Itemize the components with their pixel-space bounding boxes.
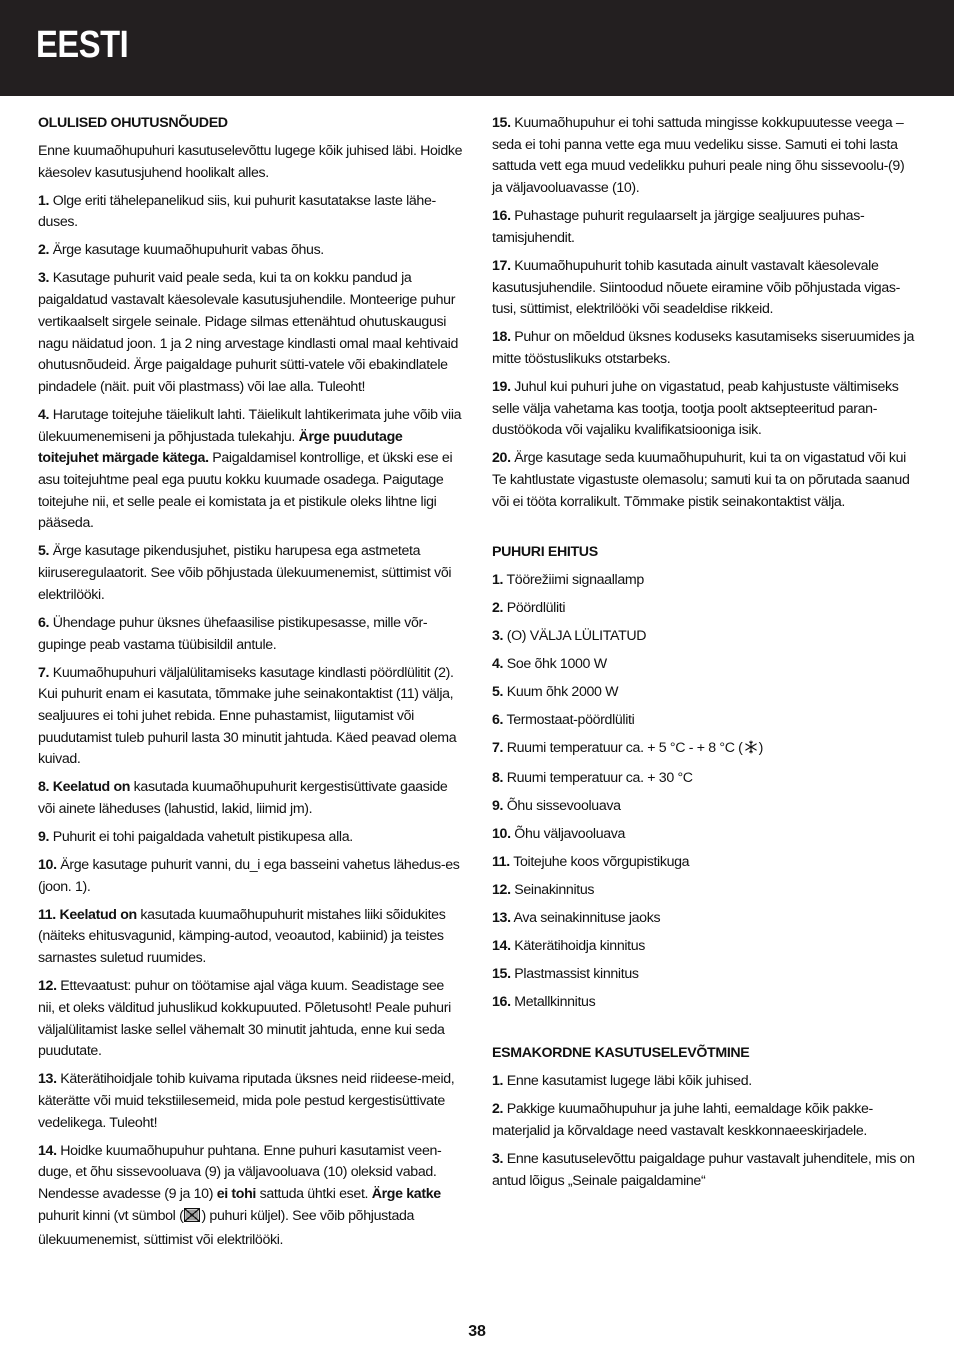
item-text: Ärge kasutage seda kuumaõhupuhurit, kui ta on vigastatud või kui Te kahtlustate vigastuste olemasolu; samuti kui ta on põrutada saanud või ei tööta korralikult. Tõmmake pistik seinakontaktist välja.: [492, 450, 910, 510]
construction-heading: PUHURI EHITUS: [492, 544, 598, 561]
safety-item: [38, 240, 463, 262]
item-number: 15.: [492, 966, 511, 983]
list-item: [492, 654, 917, 676]
item-text: Käterätihoidja kinnitus: [514, 938, 646, 955]
safety-item: [38, 613, 463, 656]
item-number: 6.: [38, 614, 50, 631]
item-text: Pöördlüliti: [506, 600, 566, 617]
item-text: (O) VÄLJA LÜLITATUD: [506, 628, 647, 645]
item-text: Harutage toitejuhe täielikult lahti. Täielikult lahtikerimata juhe võib viia ülekuumenemiseni ja põhjustada tulekahju.: [38, 406, 462, 445]
safety-item: [38, 827, 463, 849]
item-text: Juhul kui puhuri juhe on vigastatud, peab kahjustuste vältimiseks selle välja vahetama kas tootja, tootja poolt aktsepteeritud paran-dustöökoda või vajaliku kvalifikatsiooniga isik.: [492, 378, 899, 439]
item-text: Ühendage puhur üksnes ühefaasilise pistikupesasse, mille võr-gupinge peab vastama tüübisildil antule.: [38, 614, 428, 653]
item-number: 2.: [492, 600, 504, 617]
first-use-heading: ESMAKORDNE KASUTUSELEVÕTMINE: [492, 1045, 750, 1062]
item-text: Pakkige kuumaõhupuhur ja juhe lahti, eemaldage kõik pakke-materjalid ja kõrvaldage need vastavalt keskkonnaeeskirjadele.: [492, 1101, 873, 1139]
item-text: Plastmassist kinnitus: [514, 966, 639, 983]
snowflake-icon: [744, 740, 758, 762]
item-number: 8.: [38, 779, 50, 796]
item-text: Kasutage puhurit vaid peale seda, kui ta on kokku pandud ja paigaldatud vastavalt käesolevale kasutusjuhendile. Monteerige puhur vertikaalselt sirgele seinale. Pidage silmas ettenähtud ohutuskaugusi nagu näidatud joon. 1 ja 2 ning arvestage kindlasti omal maal kehtivaid ohutusnõudeid. Ärge paigaldage puhurit sütti-vatele või ebakindlatele pindadele (näit. puit või plastmass) või lae alla. Tuleoht!: [38, 270, 458, 395]
item-text: Soe õhk 1000 W: [506, 656, 607, 673]
item-text: ) puhuri küljel). See võib põhjustada ülekuumenemist, süttimist või elektrilööki.: [38, 1207, 415, 1248]
list-item: [492, 626, 917, 648]
list-item: [492, 936, 917, 958]
item-text: Termostaat-pöördlüliti: [506, 712, 635, 729]
item-text: Ettevaatust: puhur on töötamise ajal väga kuum. Seadistage see nii, et oleks välditud juhuslikud kokkupuuted. Põletusoht! Peale puhuri väljalülitamist laske sellel vähemalt 30 minutit jahtuda, enne kui seda puudutate.: [38, 978, 451, 1060]
item-number: 18.: [492, 329, 511, 346]
list-item: [492, 992, 917, 1014]
item-text: Puhurit ei tohi paigaldada vahetult pistikupesa alla.: [52, 829, 353, 846]
item-text: Toitejuhe koos võrgupistikuga: [513, 854, 690, 871]
language-title: EESTI: [36, 24, 129, 66]
safety-item: [492, 256, 917, 321]
list-item: [492, 964, 917, 986]
item-number: 4.: [492, 656, 504, 673]
item-text: kasutada kuumaõhupuhurit kergestisüttivate gaaside või ainete läheduses (lahustid, lakid, liimid jm).: [38, 779, 448, 818]
item-number: 10.: [492, 826, 511, 843]
item-number: 17.: [492, 257, 511, 274]
item-number: 1.: [492, 1073, 504, 1090]
item-bold-text: Ärge katke: [371, 1186, 441, 1203]
item-text: Ärge kasutage puhurit vanni, du_i ega basseini vahetus lähedus-es (joon. 1).: [38, 857, 460, 895]
safety-heading: OLULISED OHUTUSNÕUDED: [38, 115, 228, 131]
safety-item: [492, 327, 917, 370]
item-number: 10.: [38, 857, 57, 874]
item-text: Seinakinnitus: [514, 882, 595, 899]
item-number: 19.: [492, 378, 511, 395]
item-number: 20.: [492, 450, 511, 467]
safety-item: [38, 905, 463, 970]
item-text: Töörežiimi signaallamp: [506, 572, 644, 589]
item-text: Hoidke kuumaõhupuhur puhtana. Enne puhuri kasutamist veen-duge, et õhu sissevooluava (9) ja väljavooluava (10) oleksid vabad. Nendesse avadesse (9 ja 10): [38, 1142, 442, 1203]
item-text: ): [758, 740, 763, 757]
item-number: 3.: [38, 270, 50, 287]
item-text: Kuumaõhupuhuri väljalülitamiseks kasutage kindlasti pöördlülitit (2). Kui puhurit enam ei kasutata, tõmmake juhe seinakontaktist (11) välja, sealjuures ei tohi juhet rebida. Enne puhastamist, liigutamist või puudutamist tuleb puhuril lasta 30 minutit jahtuda. Käed peavad olema kuivad.: [38, 664, 457, 768]
item-number: 7.: [38, 664, 50, 681]
item-number: 14.: [492, 938, 511, 955]
safety-item: [492, 448, 917, 513]
item-text: Enne kasutamist lugege läbi kõik juhised.: [506, 1073, 752, 1090]
item-number: 12.: [492, 882, 511, 899]
first-use-item: [492, 1071, 917, 1093]
safety-item: [38, 855, 463, 898]
item-number: 7.: [492, 740, 504, 757]
first-use-item: [492, 1149, 917, 1192]
item-text: Puhastage puhurit regulaarselt ja järgige sealjuures puhas-tamisjuhendit.: [492, 208, 865, 246]
right-column: [492, 113, 917, 1199]
list-item: [492, 570, 917, 592]
item-bold-text: Ärge puudutage toitejuhet märgade kätega.: [38, 428, 403, 467]
list-item: [492, 710, 917, 732]
safety-item: [38, 663, 463, 772]
item-number: 12.: [38, 978, 57, 995]
item-number: 9.: [38, 829, 50, 846]
item-number: 13.: [38, 1071, 57, 1088]
safety-item: [492, 206, 917, 249]
item-number: 4.: [38, 406, 50, 423]
item-text: Käterätihoidjale tohib kuivama riputada üksnes neid riideese-meid, käterätte või muid tekstiilesemeid, mida pole pestud kergestisüttivate vedelikega. Tuleoht!: [38, 1071, 455, 1131]
item-number: 6.: [492, 712, 504, 729]
safety-intro: Enne kuumaõhupuhuri kasutuselevõttu lugege kõik juhised läbi. Hoidke käesolev kasutusjuhend hoolikalt alles.: [38, 143, 463, 181]
item-number: 11.: [492, 854, 510, 871]
item-text: Ava seinakinnituse jaoks: [513, 910, 661, 927]
do-not-cover-icon: [184, 1208, 200, 1230]
list-item: [492, 738, 917, 762]
item-text: puhurit kinni (vt sümbol (: [38, 1207, 184, 1224]
item-text: Õhu sissevooluava: [506, 798, 621, 815]
item-number: 16.: [492, 994, 511, 1011]
safety-item: [38, 191, 463, 234]
item-text: Kuumaõhupuhur ei tohi sattuda mingisse kokkupuutesse veega – seda ei tohi panna vette ega muu vedeliku sisse. Samuti ei tohi lasta sattuda vett ega muud vedelikku puhuri peale ning õhu sissevoolu-(9) ja väljavooluavasse (10).: [492, 115, 905, 197]
item-number: 1.: [38, 192, 50, 209]
item-text: Ruumi temperatuur ca. + 30 °C: [506, 770, 693, 787]
safety-item: [38, 976, 463, 1063]
item-number: 8.: [492, 770, 504, 787]
item-text: Enne kasutuselevõttu paigaldage puhur vastavalt juhenditele, mis on antud lõigus „Seinale paigaldamine“: [492, 1150, 915, 1189]
safety-item: [38, 268, 463, 398]
list-item: [492, 796, 917, 818]
safety-item: [38, 405, 463, 535]
item-bold-text: Keelatud on: [52, 779, 131, 796]
safety-item: [492, 113, 917, 200]
page-header: [0, 0, 954, 96]
item-number: 13.: [492, 910, 511, 927]
item-bold-text: Keelatud on: [59, 906, 137, 923]
item-number: 11.: [38, 906, 56, 923]
list-item: [492, 908, 917, 930]
list-item: [492, 682, 917, 704]
item-text: Ärge kasutage kuumaõhupuhurit vabas õhus.: [52, 242, 324, 259]
item-number: 2.: [38, 242, 50, 259]
item-text: Ärge kasutage pikendusjuhet, pistiku harupesa ega astmeteta kiiruseregulaatorit. See võib põhjustada ülekuumenemist, süttimist või elektrilööki.: [38, 543, 452, 603]
item-text: Kuum õhk 2000 W: [506, 684, 619, 701]
safety-item: [38, 541, 463, 606]
item-text: Ruumi temperatuur ca. + 5 °C - + 8 °C (: [506, 740, 743, 757]
item-text: Metallkinnitus: [514, 994, 596, 1011]
item-number: 5.: [492, 684, 504, 701]
item-number: 16.: [492, 208, 511, 225]
page-number: 38: [468, 1323, 486, 1340]
item-number: 3.: [492, 628, 504, 645]
list-item: [492, 824, 917, 846]
item-number: 2.: [492, 1101, 504, 1118]
list-item: [492, 598, 917, 620]
safety-item: [38, 777, 463, 820]
list-item: [492, 852, 917, 874]
safety-item: [38, 1069, 463, 1134]
safety-item: [492, 377, 917, 442]
left-column: [38, 113, 463, 1258]
first-use-item: [492, 1099, 917, 1142]
item-number: 5.: [38, 543, 50, 560]
item-text: Kuumaõhupuhurit tohib kasutada ainult vastavalt käesolevale kasutusjuhendile. Siintoodud nõuete eiramine võib põhjustada vigas-tusi, süttimist, elektrilööki või seadeldise rikkeid.: [492, 257, 900, 318]
construction-list: [492, 570, 917, 1014]
item-text: Olge eriti tähelepanelikud siis, kui puhurit kasutatakse laste lähe-duses.: [38, 192, 436, 231]
item-number: 3.: [492, 1150, 504, 1167]
item-bold-text: ei tohi: [216, 1186, 257, 1203]
item-number: 1.: [492, 572, 504, 589]
item-text: Puhur on mõeldud üksnes koduseks kasutamiseks siseruumides ja mitte tööstuslikuks otstarbeks.: [492, 329, 915, 367]
item-text: Paigaldamisel kontrollige, et ükski ese ei asu toitejuhtme peal ega puutu kokku kuumade osadega. Paigutage toitejuhe nii, et selle peale ei komistata ja et pistikule oleks lihtne ligi pääseda.: [38, 450, 453, 532]
item-text: Õhu väljavooluava: [514, 826, 626, 843]
list-item: [492, 768, 917, 790]
item-text: sattuda ühtki eset.: [259, 1186, 369, 1203]
list-item: [492, 880, 917, 902]
item-number: 9.: [492, 798, 504, 815]
item-number: 15.: [492, 115, 511, 131]
item-text: kasutada kuumaõhupuhurit mistahes liiki sõidukites (näiteks ehitusvagunid, kämping-autod, veoautod, kabiinid) ja teistes sarnastes suletud ruumides.: [38, 906, 446, 967]
item-number: 14.: [38, 1142, 57, 1159]
safety-item: [38, 1141, 463, 1252]
